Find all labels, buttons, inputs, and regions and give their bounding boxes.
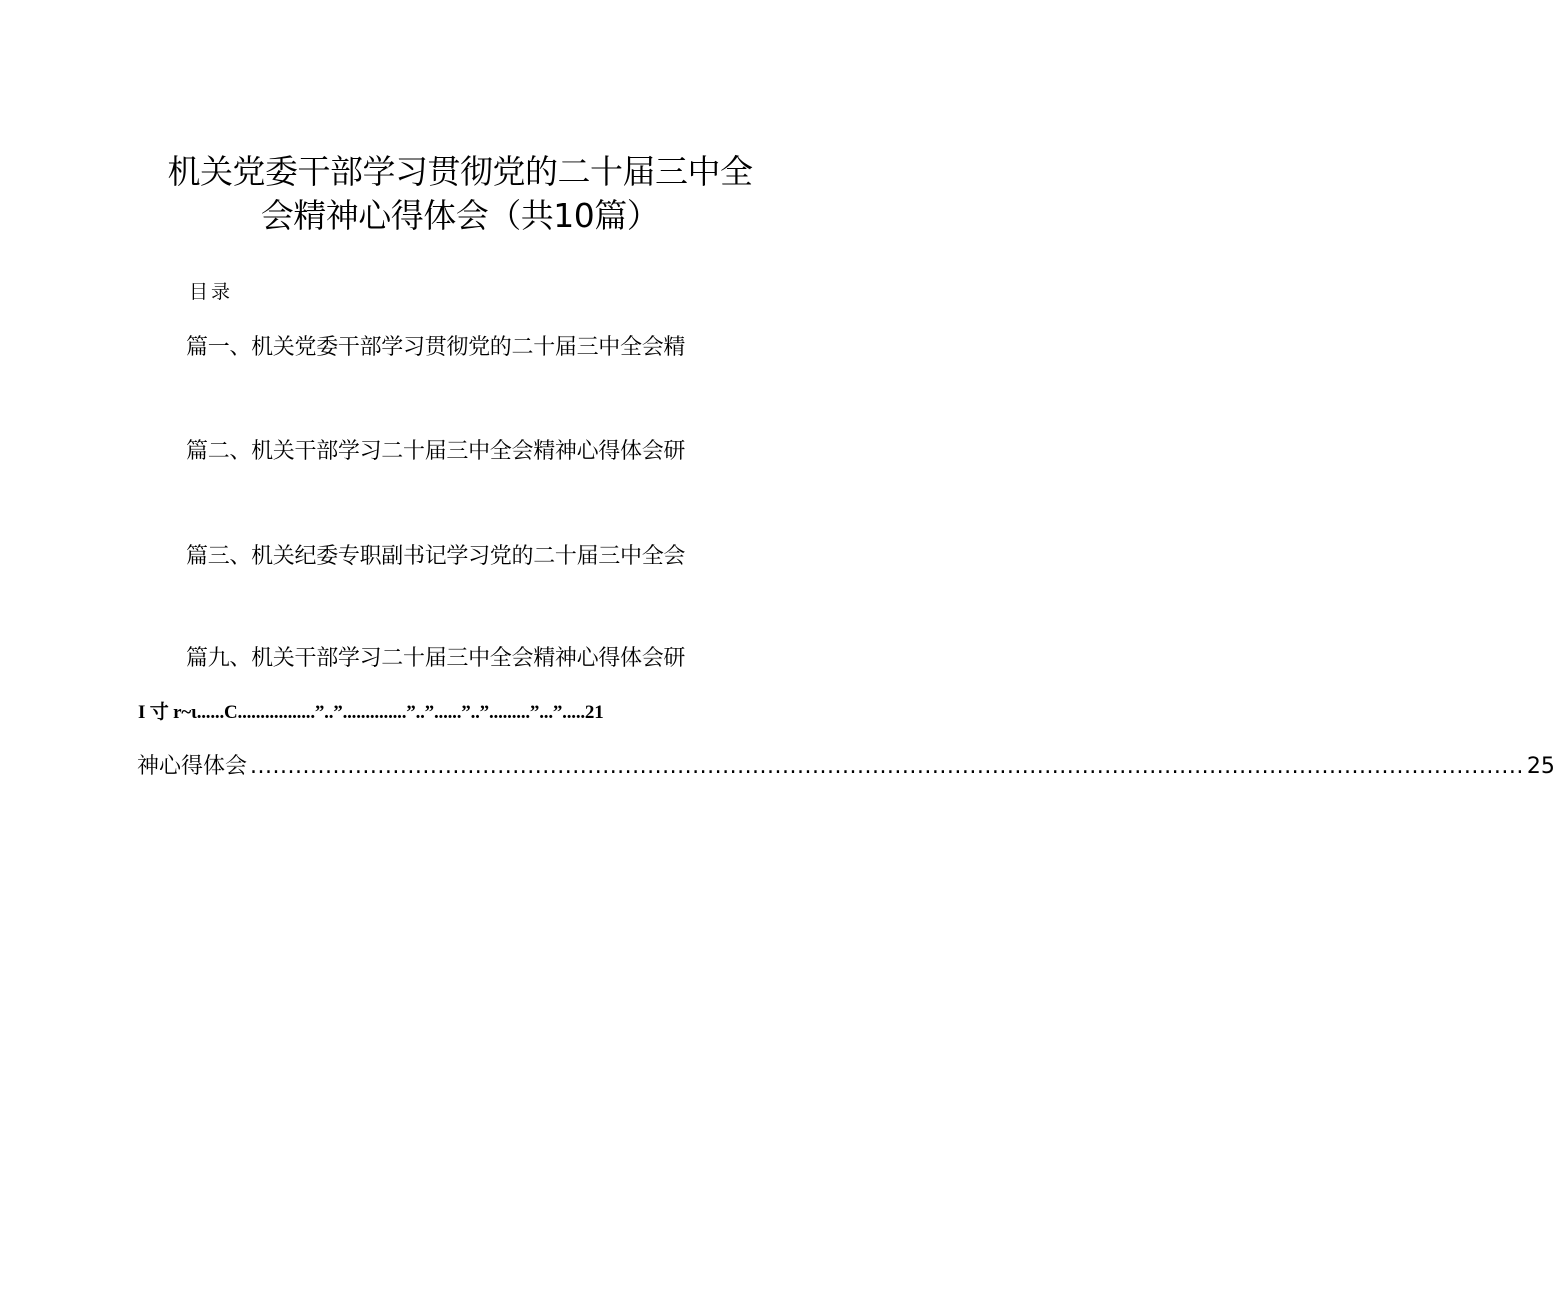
document-title-line-2: 会精神心得体会（共10篇） — [260, 196, 660, 235]
toc-entry[interactable]: 篇三、机关纪委专职副书记学习党的二十届三中全会 — [186, 544, 686, 569]
toc-entry[interactable]: 篇九、机关干部学习二十届三中全会精神心得体会研 — [186, 646, 686, 671]
toc-garbled-leader-line: I 寸 r~ι......C.................”..”..............”..”......”..”.........”...”.....21 — [138, 702, 604, 723]
document-title-line-1: 机关党委干部学习贯彻党的二十届三中全 — [167, 152, 753, 191]
toc-entry-continued[interactable] — [137, 752, 1555, 782]
toc-entry[interactable]: 篇二、机关干部学习二十届三中全会精神心得体会研 — [186, 439, 686, 464]
toc-entry-label: 神心得体会 — [137, 754, 248, 779]
toc-dot-leader: .......................................................................................................................................................................... — [250, 754, 1524, 779]
toc-page-number: 25 — [1526, 754, 1555, 779]
toc-entry[interactable]: 篇一、机关党委干部学习贯彻党的二十届三中全会精 — [186, 335, 686, 360]
toc-heading: 目录 — [189, 281, 234, 303]
